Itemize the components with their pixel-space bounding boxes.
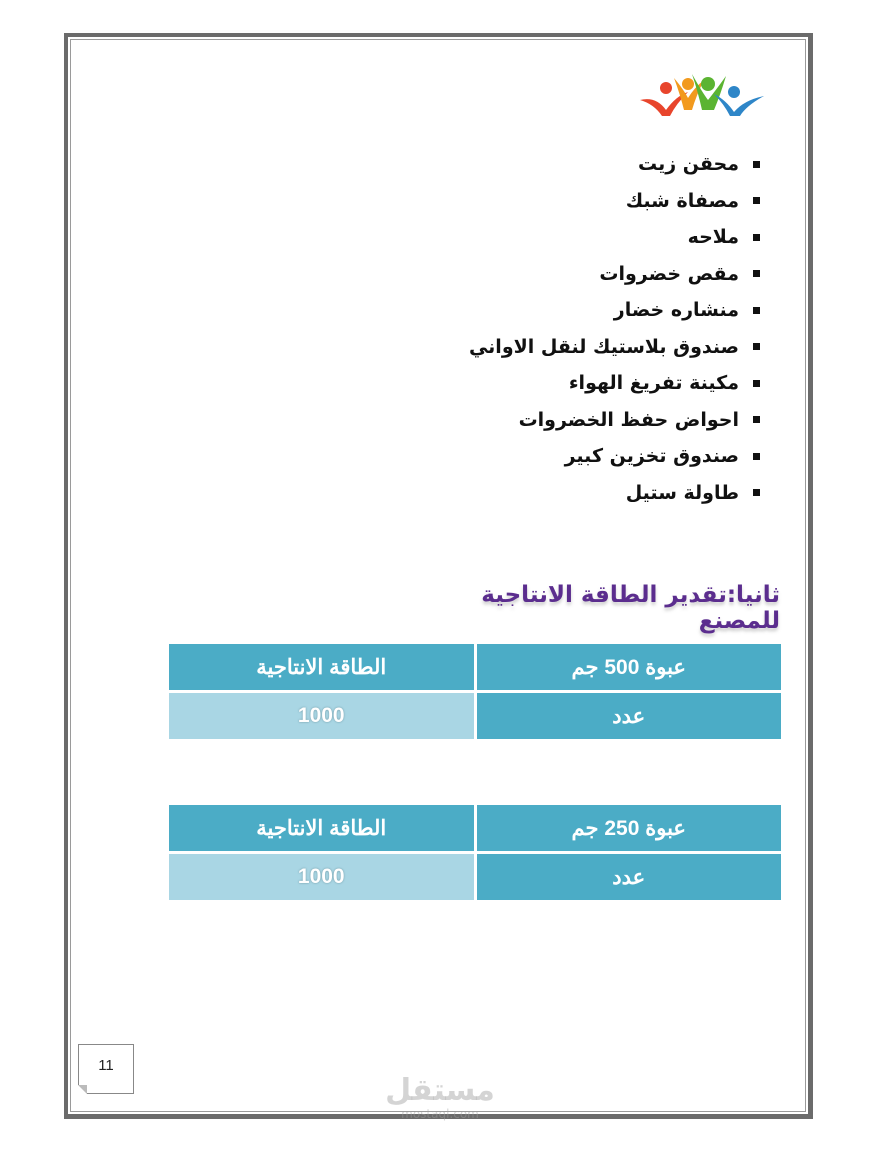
square-bullet-icon — [753, 380, 760, 387]
square-bullet-icon — [753, 270, 760, 277]
list-item-text: مقص خضروات — [599, 262, 739, 285]
square-bullet-icon — [753, 416, 760, 423]
list-item-text: احواض حفظ الخضروات — [518, 408, 739, 431]
list-item-text: طاولة ستيل — [625, 481, 739, 504]
list-item — [440, 438, 760, 475]
list-item-text: صندوق بلاستيك لنقل الاواني — [468, 335, 739, 358]
page-number: 11 — [98, 1057, 114, 1074]
package-header-cell: عبوة 500 جم — [477, 644, 782, 690]
capacity-table-500g — [166, 641, 784, 742]
people-logo-icon — [636, 70, 768, 118]
square-bullet-icon — [753, 197, 760, 204]
table-header-row — [169, 805, 781, 851]
watermark — [380, 1074, 500, 1120]
capacity-table-250g — [166, 802, 784, 903]
section-title: ثانيا:تقدير الطاقة الانتاجية للمصنع — [481, 582, 780, 634]
capacity-header-cell: الطاقة الانتاجية — [169, 644, 474, 690]
watermark-latin: mostaql.com — [401, 1107, 479, 1121]
list-item — [440, 183, 760, 220]
list-item — [440, 329, 760, 366]
list-item — [440, 475, 760, 512]
list-item — [440, 365, 760, 402]
table-row — [169, 693, 781, 739]
list-item — [440, 146, 760, 183]
count-label-cell: عدد — [477, 854, 782, 900]
table-header-row — [169, 644, 781, 690]
square-bullet-icon — [753, 489, 760, 496]
watermark-arabic: مستقل — [385, 1073, 495, 1108]
list-item — [440, 219, 760, 256]
list-item — [440, 256, 760, 293]
equipment-list — [440, 146, 760, 511]
package-header-cell: عبوة 250 جم — [477, 805, 782, 851]
square-bullet-icon — [753, 307, 760, 314]
page-fold-icon — [78, 1085, 87, 1094]
list-item-text: مكينة تفريغ الهواء — [568, 372, 739, 395]
list-item — [440, 402, 760, 439]
square-bullet-icon — [753, 343, 760, 350]
page-number-box — [78, 1044, 134, 1094]
list-item-text: صندوق تخزين كبير — [564, 445, 739, 468]
square-bullet-icon — [753, 234, 760, 241]
count-label-cell: عدد — [477, 693, 782, 739]
list-item — [440, 292, 760, 329]
list-item-text: منشاره خضار — [613, 299, 739, 322]
list-item-text: ملاحه — [687, 226, 739, 249]
capacity-header-cell: الطاقة الانتاجية — [169, 805, 474, 851]
square-bullet-icon — [753, 161, 760, 168]
capacity-value-cell: 1000 — [169, 693, 474, 739]
square-bullet-icon — [753, 453, 760, 460]
list-item-text: مصفاة شبك — [625, 189, 739, 212]
table-row — [169, 854, 781, 900]
capacity-value-cell: 1000 — [169, 854, 474, 900]
list-item-text: محقن زيت — [637, 153, 739, 176]
